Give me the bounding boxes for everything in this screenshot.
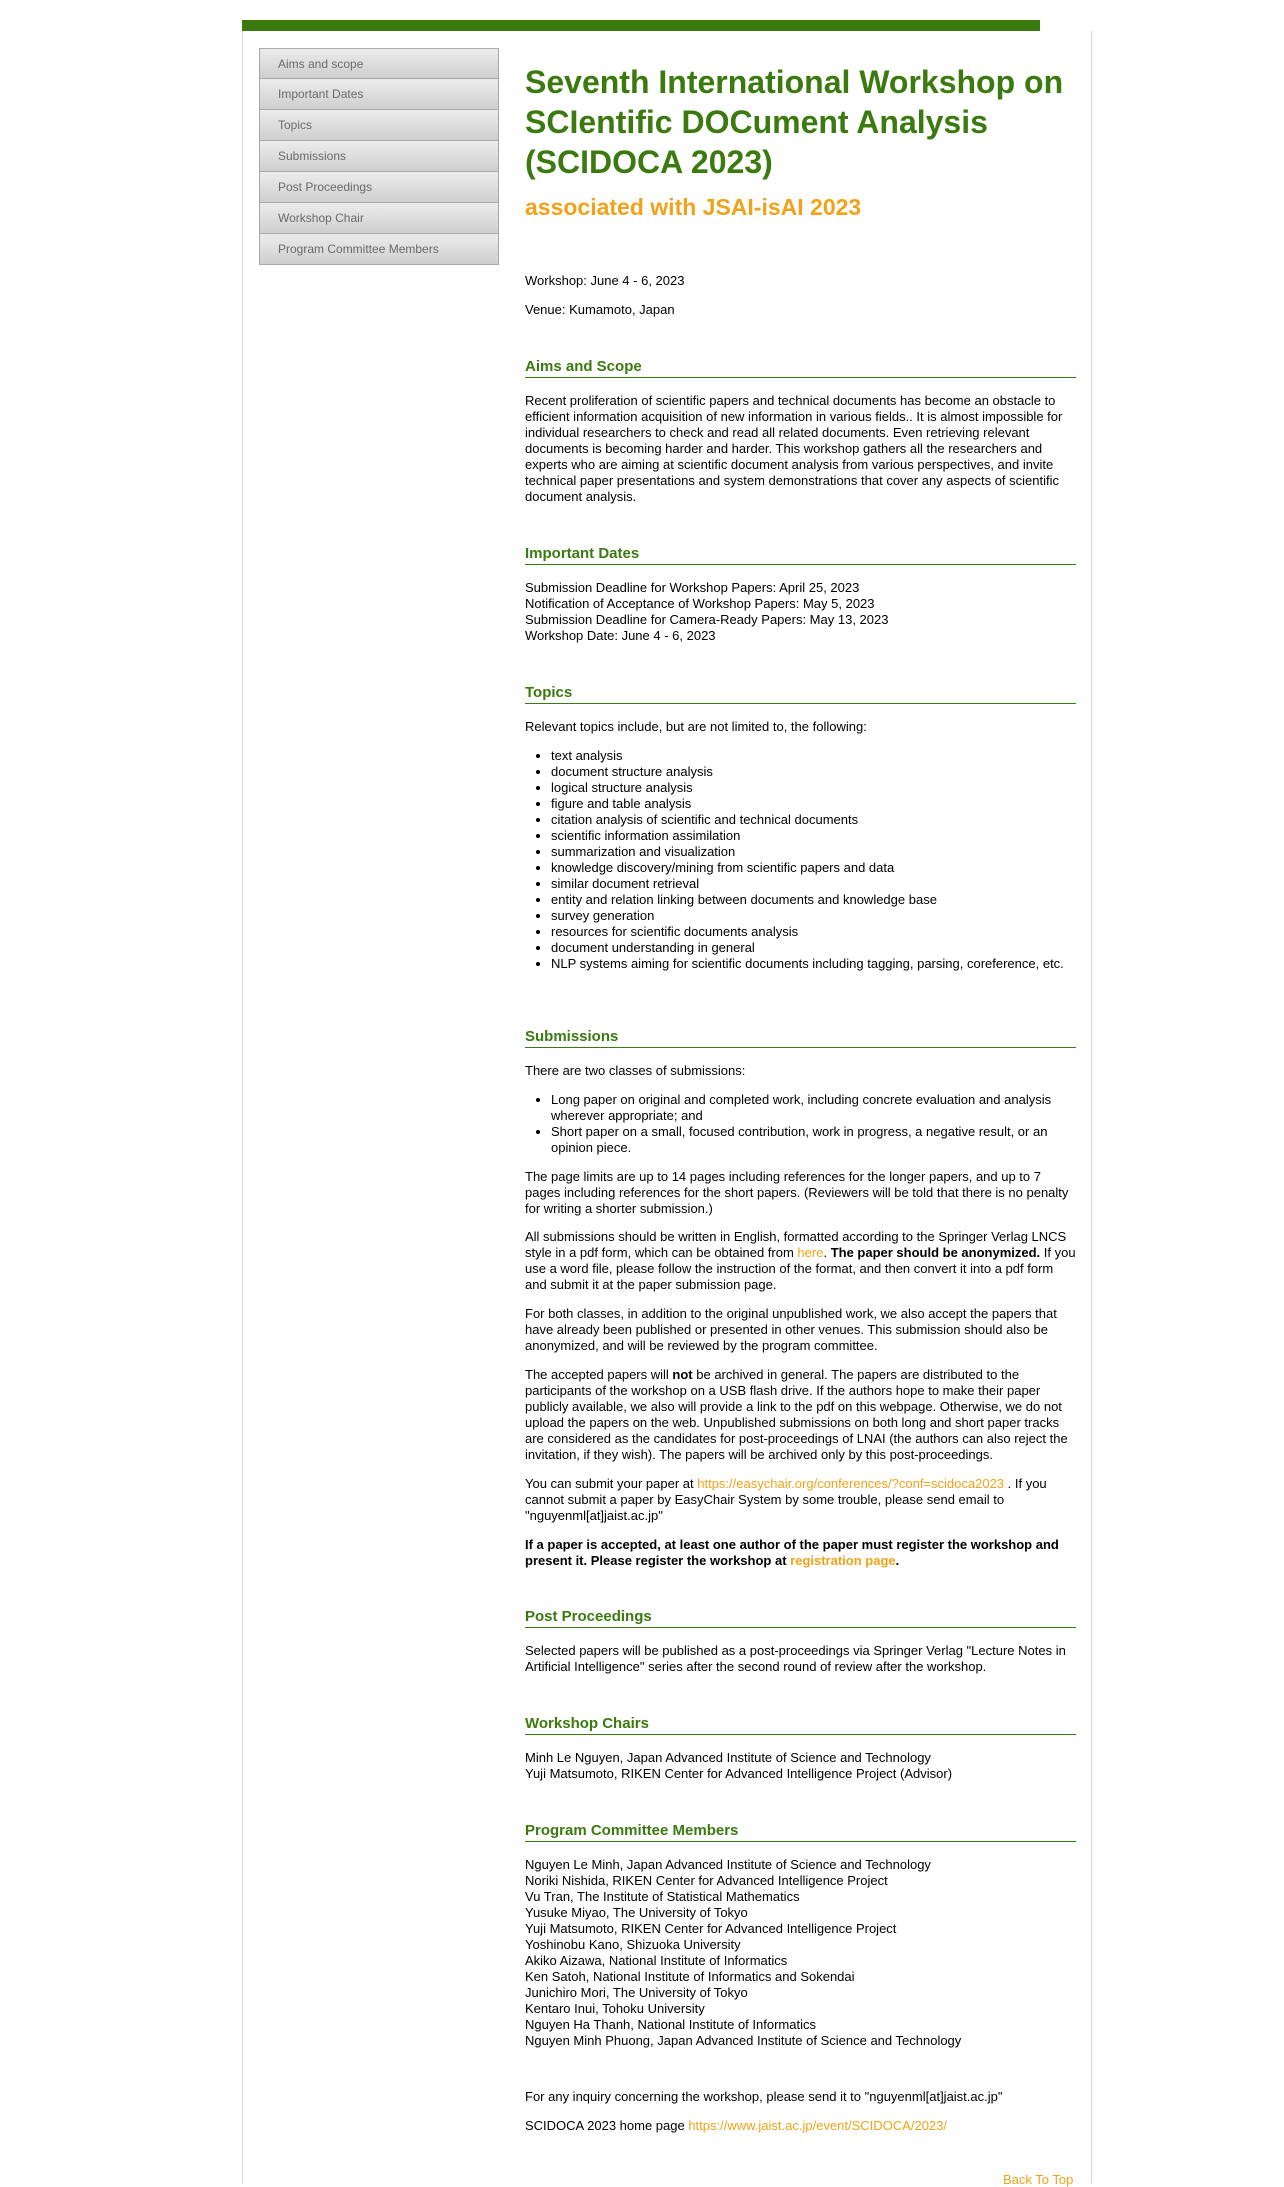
submit-text: . If you cannot submit a paper by EasyChair System by some trouble, please send email to "nguyenml[at]jaist.ac.jp" <box>525 1476 1047 1523</box>
list-item: • text analysis <box>551 748 1076 764</box>
page-title: Seventh International Workshop on SCIentific DOCument Analysis (SCIDOCA 2023) <box>525 64 1064 180</box>
dates-list <box>525 580 1076 644</box>
list-item: • Short paper on a small, focused contribution, work in progress, a negative result, or an opinion piece. <box>551 1124 1076 1156</box>
registration-link[interactable]: registration page <box>790 1553 896 1568</box>
chair-item: Minh Le Nguyen, Japan Advanced Institute of Science and Technology <box>525 1750 931 1765</box>
chairs-list <box>525 1750 1076 1782</box>
archive-text: be archived in general. The papers are distributed to the participants of the workshop on a USB flash drive. If the authors hope to make their paper publicly available, we also will provide a link to the pdf on this webpage. Otherwise, we do not upload the papers on the web. Unpublished submissions on both long and short paper tracks are considered as the candidates for post-proceedings of LNAI (the authors can also reject the invitation, if they wish). The papers will be archived only by this post-proceedings. <box>525 1367 1068 1462</box>
post-proceedings-text: Selected papers will be published as a post-proceedings via Springer Verlag "Lecture Notes in Artificial Intelligence" series after the second round of review after the workshop. <box>525 1643 1066 1674</box>
easychair-link[interactable]: https://easychair.org/conferences/?conf=scidoca2023 <box>697 1476 1005 1491</box>
list-item: • logical structure analysis <box>551 780 1076 796</box>
home-page-link[interactable]: https://www.jaist.ac.jp/event/SCIDOCA/2023/ <box>688 2118 947 2133</box>
back-to-top-link[interactable]: Back To Top <box>1003 2172 1074 2187</box>
committee-list <box>525 1857 1076 2049</box>
list-item: • document understanding in general <box>551 940 1076 956</box>
submission-register <box>525 1537 1076 1569</box>
date-item: Submission Deadline for Workshop Papers: April 25, 2023 <box>525 580 860 595</box>
section-heading-topics: Topics <box>525 684 1076 704</box>
sidebar-item-aims[interactable]: Aims and scope <box>259 48 499 79</box>
sidebar-item-topics[interactable]: Topics <box>259 110 499 141</box>
list-item: • similar document retrieval <box>551 876 1076 892</box>
submission-classes-wrap <box>525 1092 1076 1156</box>
sidebar-item-dates[interactable]: Important Dates <box>259 79 499 110</box>
section-heading-chairs: Workshop Chairs <box>525 1715 1076 1735</box>
committee-member: Ken Satoh, National Institute of Informatics and Sokendai <box>525 1969 855 1984</box>
list-item: • figure and table analysis <box>551 796 1076 812</box>
committee-member: Vu Tran, The Institute of Statistical Mathematics <box>525 1889 800 1904</box>
list-item: • scientific information assimilation <box>551 828 1076 844</box>
archive-not: not <box>672 1367 693 1382</box>
list-item: • entity and relation linking between documents and knowledge base <box>551 892 1076 908</box>
list-item: • document structure analysis <box>551 764 1076 780</box>
committee-member: Yuji Matsumoto, RIKEN Center for Advanced Intelligence Project <box>525 1921 897 1936</box>
list-item: • survey generation <box>551 908 1076 924</box>
archive-text: The accepted papers will <box>525 1367 673 1382</box>
section-heading-post-proceedings: Post Proceedings <box>525 1608 1076 1628</box>
submit-text: You can submit your paper at <box>525 1476 698 1491</box>
topics-list-wrap <box>525 748 1076 972</box>
top-bar <box>242 20 1040 31</box>
list-item: • summarization and visualization <box>551 844 1076 860</box>
committee-member: Yoshinobu Kano, Shizuoka University <box>525 1937 741 1952</box>
topics-list <box>525 748 1076 972</box>
register-text: If a paper is accepted, at least one author of the paper must register the workshop and present it. Please register the workshop at <box>525 1537 1059 1568</box>
format-text: . <box>823 1245 831 1260</box>
committee-member: Yusuke Miyao, The University of Tokyo <box>525 1905 748 1920</box>
home-page-label: SCIDOCA 2023 home page <box>525 2118 689 2133</box>
submission-format <box>525 1229 1076 1293</box>
committee-member: Noriki Nishida, RIKEN Center for Advanced Intelligence Project <box>525 1873 888 1888</box>
submission-classes-list <box>525 1092 1076 1156</box>
chair-item: Yuji Matsumoto, RIKEN Center for Advanced Intelligence Project (Advisor) <box>525 1766 953 1781</box>
register-text: . <box>895 1553 900 1568</box>
committee-member: Nguyen Le Minh, Japan Advanced Institute of Science and Technology <box>525 1857 931 1872</box>
submission-both-classes: For both classes, in addition to the original unpublished work, we also accept the papers that have already been published or presented in other venues. This submission should also be anonymized, and will be reviewed by the program committee. <box>525 1306 1057 1353</box>
submission-limits: The page limits are up to 14 pages including references for the longer papers, and up to 7 pages including references for the short papers. (Reviewers will be told that there is no penalty for writing a shorter submission.) <box>525 1169 1069 1216</box>
date-item: Submission Deadline for Camera-Ready Papers: May 13, 2023 <box>525 612 889 627</box>
list-item: • knowledge discovery/mining from scientific papers and data <box>551 860 1076 876</box>
frame-left-border <box>242 31 243 2184</box>
committee-member: Nguyen Minh Phuong, Japan Advanced Institute of Science and Technology <box>525 2033 962 2048</box>
date-item: Workshop Date: June 4 - 6, 2023 <box>525 628 716 643</box>
sidebar-nav <box>259 48 499 265</box>
page-subtitle: associated with JSAI-isAI 2023 <box>525 194 862 220</box>
submission-submit <box>525 1476 1076 1524</box>
section-heading-submissions: Submissions <box>525 1028 1076 1048</box>
frame-right-border <box>1091 31 1092 2184</box>
list-item: • citation analysis of scientific and technical documents <box>551 812 1076 828</box>
committee-member: Nguyen Ha Thanh, National Institute of Informatics <box>525 2017 816 2032</box>
sidebar-item-workshop-chair[interactable]: Workshop Chair <box>259 203 499 234</box>
sidebar-item-committee[interactable]: Program Committee Members <box>259 234 499 265</box>
inquiry-text: For any inquiry concerning the workshop, please send it to "nguyenml[at]jaist.ac.jp" <box>525 2089 1003 2104</box>
committee-member: Junichiro Mori, The University of Tokyo <box>525 1985 748 2000</box>
format-text: If you use a word file, please follow the instruction of the format, and then convert it into a pdf form and submit it at the paper submission page. <box>525 1245 1076 1292</box>
topics-intro: Relevant topics include, but are not limited to, the following: <box>525 719 867 734</box>
list-item: • Long paper on original and completed work, including concrete evaluation and analysis wherever appropriate; and <box>551 1092 1076 1124</box>
format-template-link[interactable]: here <box>797 1245 824 1260</box>
section-heading-committee: Program Committee Members <box>525 1822 1076 1842</box>
format-text: All submissions should be written in English, formatted according to the Springer Verlag LNCS style in a pdf form, which can be obtained from <box>525 1229 1067 1260</box>
date-item: Notification of Acceptance of Workshop Papers: May 5, 2023 <box>525 596 875 611</box>
list-item: • resources for scientific documents analysis <box>551 924 1076 940</box>
home-page-line <box>525 2118 1076 2134</box>
committee-member: Akiko Aizawa, National Institute of Informatics <box>525 1953 788 1968</box>
submission-archive <box>525 1367 1076 1463</box>
intro-workshop: Workshop: June 4 - 6, 2023 <box>525 273 685 288</box>
section-heading-dates: Important Dates <box>525 545 1076 565</box>
aims-text: Recent proliferation of scientific papers and technical documents has become an obstacle to efficient information acquisition of new information in various fields.. It is almost impossible for individual researchers to check and read all related documents. Even retrieving relevant documents is becoming harder and harder. This workshop gathers all the researchers and experts who are aiming at scientific document analysis from various perspectives, and invite technical paper presentations and system demonstrations that cover any aspects of scientific document analysis. <box>525 393 1063 504</box>
intro-venue: Venue: Kumamoto, Japan <box>525 302 675 317</box>
submissions-intro: There are two classes of submissions: <box>525 1063 746 1078</box>
sidebar-item-post-proceedings[interactable]: Post Proceedings <box>259 172 499 203</box>
committee-member: Kentaro Inui, Tohoku University <box>525 2001 705 2016</box>
anonymized-note: The paper should be anonymized. <box>830 1245 1041 1260</box>
list-item: • NLP systems aiming for scientific documents including tagging, parsing, coreference, etc. <box>551 956 1076 972</box>
section-heading-aims: Aims and Scope <box>525 358 1076 378</box>
sidebar-item-submissions[interactable]: Submissions <box>259 141 499 172</box>
